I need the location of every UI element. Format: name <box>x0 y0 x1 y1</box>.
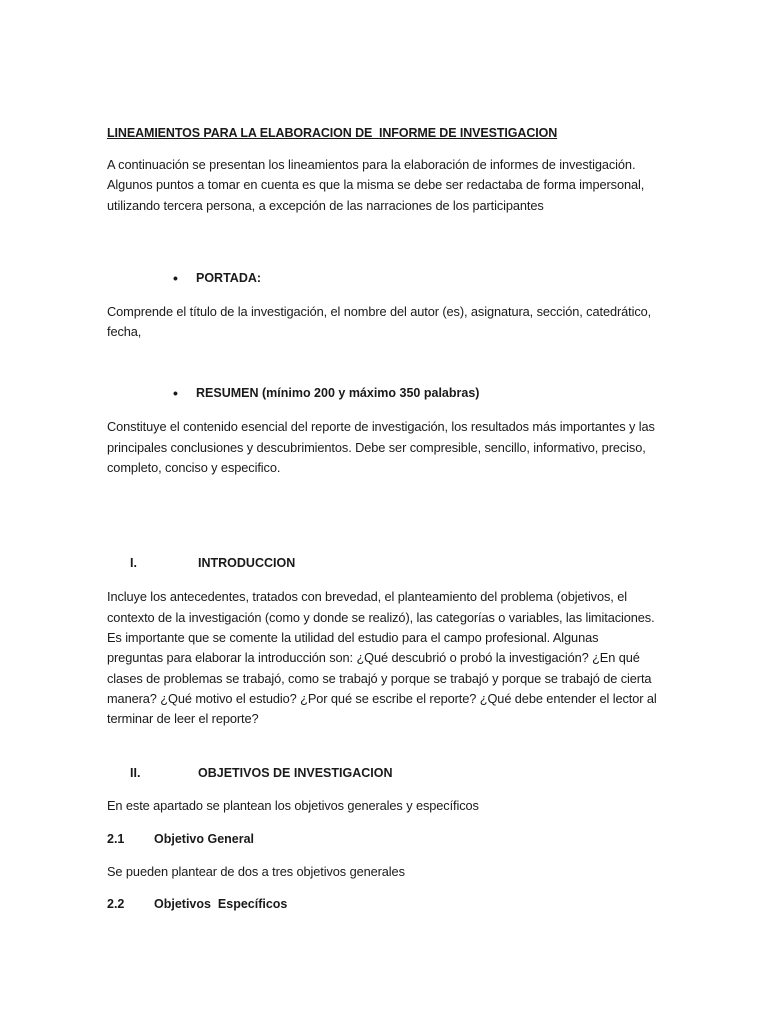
introduccion-line: Es importante que se comente la utilidad del estudio para el campo profesional. Algunas <box>107 629 599 645</box>
section-number: I. <box>130 556 137 571</box>
resumen-heading <box>107 384 667 402</box>
introduccion-line: contexto de la investigación (como y donde se realizó), las categorías o variables, las limitaciones. <box>107 609 655 625</box>
objetivos-especificos-label: Objetivos Específicos <box>154 897 288 912</box>
document-page <box>107 124 667 913</box>
document-title: LINEAMIENTOS PARA LA ELABORACION DE INFORME DE INVESTIGACION <box>107 126 558 140</box>
subsection-number: 2.2 <box>107 897 125 912</box>
portada-line: Comprende el título de la investigación, el nombre del autor (es), asignatura, sección, catedrático, <box>107 303 652 319</box>
subsection-number: 2.1 <box>107 831 125 846</box>
resumen-line: Constituye el contenido esencial del reporte de investigación, los resultados más importantes y las <box>107 419 655 435</box>
objetivos-heading <box>107 764 667 782</box>
bullet-icon: • <box>173 385 178 402</box>
introduccion-line: manera? ¿Qué motivo el estudio? ¿Por qué se escribe el reporte? ¿Qué debe entender el lector al <box>107 690 657 706</box>
objetivos-especificos-heading <box>107 895 667 913</box>
introduccion-heading <box>107 554 667 572</box>
introduccion-line: Incluye los antecedentes, tratados con brevedad, el planteamiento del problema (objetivos, el <box>107 589 627 605</box>
objetivo-general-heading <box>107 830 667 848</box>
section-number: II. <box>130 766 141 781</box>
introduccion-heading-label: INTRODUCCION <box>198 556 296 571</box>
objetivos-line: En este apartado se plantean los objetivos generales y específicos <box>107 798 479 814</box>
portada-line: fecha, <box>107 324 142 340</box>
introduccion-line: terminar de leer el reporte? <box>107 711 259 727</box>
intro-line: utilizando tercera persona, a excepción de las narraciones de los participantes <box>107 197 544 213</box>
portada-heading-label: PORTADA: <box>196 270 262 285</box>
objetivo-general-line: Se pueden plantear de dos a tres objetivos generales <box>107 863 405 879</box>
objetivos-heading-label: OBJETIVOS DE INVESTIGACION <box>198 766 393 781</box>
introduccion-line: clases de problemas se trabajó, como se trabajó y porque se trabajó y porque se trabajó de cierta <box>107 670 652 686</box>
resumen-line: principales conclusiones y descubrimientos. Debe ser compresible, sencillo, informativo, preciso, <box>107 439 646 455</box>
introduccion-line: preguntas para elaborar la introducción son: ¿Qué descubrió o probó la investigación? ¿En qué <box>107 650 640 666</box>
objetivo-general-label: Objetivo General <box>154 831 255 846</box>
resumen-line: completo, conciso y especifico. <box>107 460 281 476</box>
resumen-heading-label: RESUMEN (mínimo 200 y máximo 350 palabras) <box>196 386 480 401</box>
bullet-icon: • <box>173 269 178 286</box>
portada-heading <box>107 269 667 287</box>
intro-line: A continuación se presentan los lineamientos para la elaboración de informes de investigación. <box>107 157 636 172</box>
intro-line: Algunos puntos a tomar en cuenta es que la misma se debe ser redactaba de forma impersonal, <box>107 177 645 193</box>
